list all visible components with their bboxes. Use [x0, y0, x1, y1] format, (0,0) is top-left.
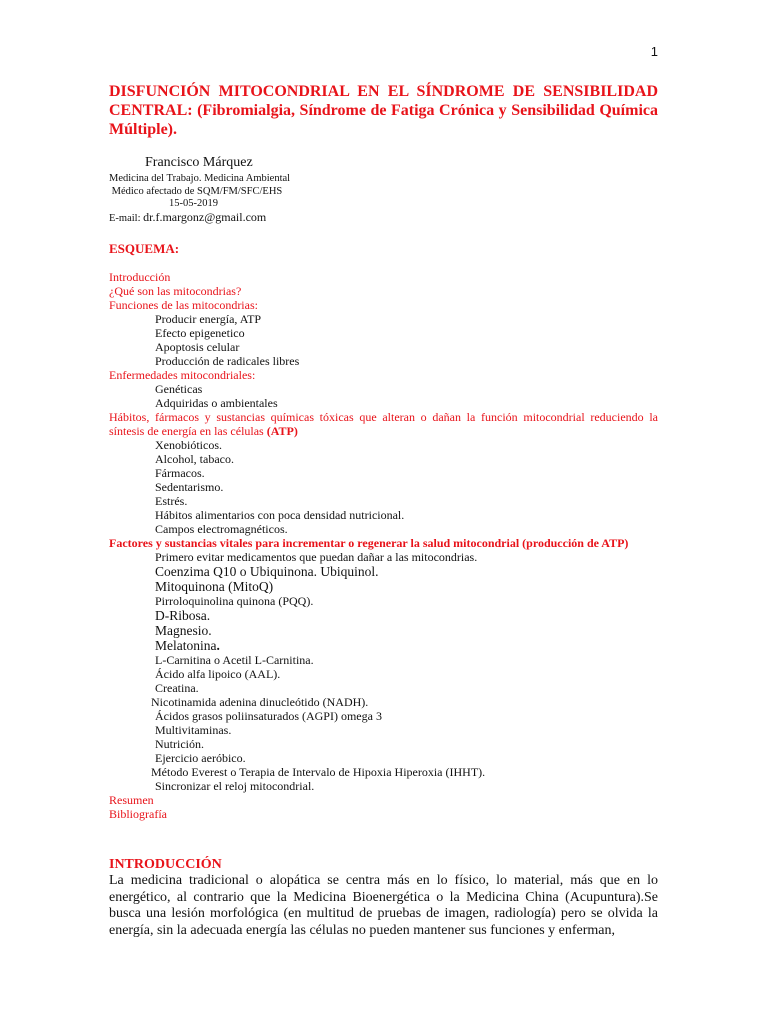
outline-bibliography: Bibliografía — [109, 807, 167, 821]
author-condition: Médico afectado de SQM/FM/SFC/EHS — [109, 185, 283, 197]
introduction-paragraph: La medicina tradicional o alopática se centra más en lo físico, lo material, más que en lo energético, al contrario que la Medicina Bioenergética o la Medicina China (Acupuntura).Se busca una lesión morfológica (en multitud de pruebas de imagen, radiología) pero se olvida la energía, sin la adecuada energía las células no pueden mantener sus funciones y enferman, — [109, 873, 658, 938]
outline-item: Coenzima Q10 o Ubiquinona. Ubiquinol. — [155, 564, 379, 579]
outline-item: Ácido alfa lipoico (AAL). — [155, 667, 281, 681]
outline-what-are: ¿Qué son las mitocondrias? — [109, 284, 242, 298]
outline-item: Magnesio. — [155, 623, 212, 638]
outline-item: L-Carnitina o Acetil L-Carnitina. — [155, 653, 314, 667]
email-label: E-mail: — [109, 212, 144, 224]
outline-item: Estrés. — [155, 494, 188, 508]
outline-item: Multivitaminas. — [155, 723, 232, 737]
document-title: DISFUNCIÓN MITOCONDRIAL EN EL SÍNDROME DE SENSIBILIDAD CENTRAL: (Fibromialgia, Síndrome de Fatiga Crónica y Sensibilidad Química Múltiple). — [109, 83, 658, 138]
outline-summary: Resumen — [109, 793, 154, 807]
outline-item: Fármacos. — [155, 466, 205, 480]
melatonina-text: Melatonina — [155, 638, 217, 653]
outline-item: Mitoquinona (MitoQ) — [155, 579, 274, 594]
outline-item: Sedentarismo. — [155, 480, 224, 494]
outline-habits-heading — [109, 410, 658, 438]
outline-item: Ácidos grasos poliinsaturados (AGPI) omega 3 — [155, 709, 382, 723]
page-number: 1 — [650, 44, 658, 59]
outline-item: Nicotinamida adenina dinucleótido (NADH). — [151, 695, 369, 709]
outline-item: Campos electromagnéticos. — [155, 522, 288, 536]
outline-item: Sincronizar el reloj mitocondrial. — [155, 779, 315, 793]
author-affiliation: Medicina del Trabajo. Medicina Ambiental — [109, 173, 291, 184]
outline-item: D-Ribosa. — [155, 608, 211, 623]
habits-heading-text: Hábitos, fármacos y sustancias químicas tóxicas que alteran o dañan la función mitocondrial reduciendo la síntesis de energía en las células — [109, 410, 658, 438]
outline-heading: ESQUEMA: — [109, 241, 180, 256]
outline-item: Xenobióticos. — [155, 438, 222, 452]
outline-item: Hábitos alimentarios con poca densidad nutricional. — [155, 508, 405, 522]
outline — [109, 270, 658, 821]
outline-functions-heading: Funciones de las mitocondrias: — [109, 298, 258, 312]
outline-item: Nutrición. — [155, 737, 204, 751]
document-date: 15-05-2019 — [169, 198, 218, 209]
outline-intro: Introducción — [109, 270, 171, 284]
outline-item: Adquiridas o ambientales — [155, 396, 278, 410]
outline-item: Producir energía, ATP — [155, 312, 262, 326]
melatonina-dot: . — [216, 638, 220, 653]
outline-diseases-heading: Enfermedades mitocondriales: — [109, 368, 256, 382]
author-email-line — [109, 211, 658, 226]
email-address[interactable]: dr.f.margonz@gmail.com — [143, 209, 267, 224]
outline-item: Método Everest o Terapia de Intervalo de Hipoxia Hiperoxia (IHHT). — [151, 765, 486, 779]
outline-item: Apoptosis celular — [155, 340, 240, 354]
outline-item: Genéticas — [155, 382, 203, 396]
outline-item: Efecto epigenetico — [155, 326, 245, 340]
outline-item: Ejercicio aeróbico. — [155, 751, 246, 765]
author-details — [109, 173, 658, 225]
outline-item: Producción de radicales libres — [155, 354, 300, 368]
outline-factors-heading: Factores y sustancias vitales para incrementar o regenerar la salud mitocondrial (producción de ATP) — [109, 536, 629, 550]
outline-item: Creatina. — [155, 681, 199, 695]
introduction-heading: INTRODUCCIÓN — [109, 857, 222, 872]
document-body — [109, 82, 658, 939]
outline-item — [109, 638, 658, 653]
outline-item: Primero evitar medicamentos que puedan dañar a las mitocondrias. — [155, 550, 478, 564]
author-name: Francisco Márquez — [145, 155, 253, 170]
outline-item: Pirroloquinolina quinona (PQQ). — [155, 594, 314, 608]
habits-heading-atp: (ATP) — [266, 424, 298, 438]
outline-item: Alcohol, tabaco. — [155, 452, 234, 466]
